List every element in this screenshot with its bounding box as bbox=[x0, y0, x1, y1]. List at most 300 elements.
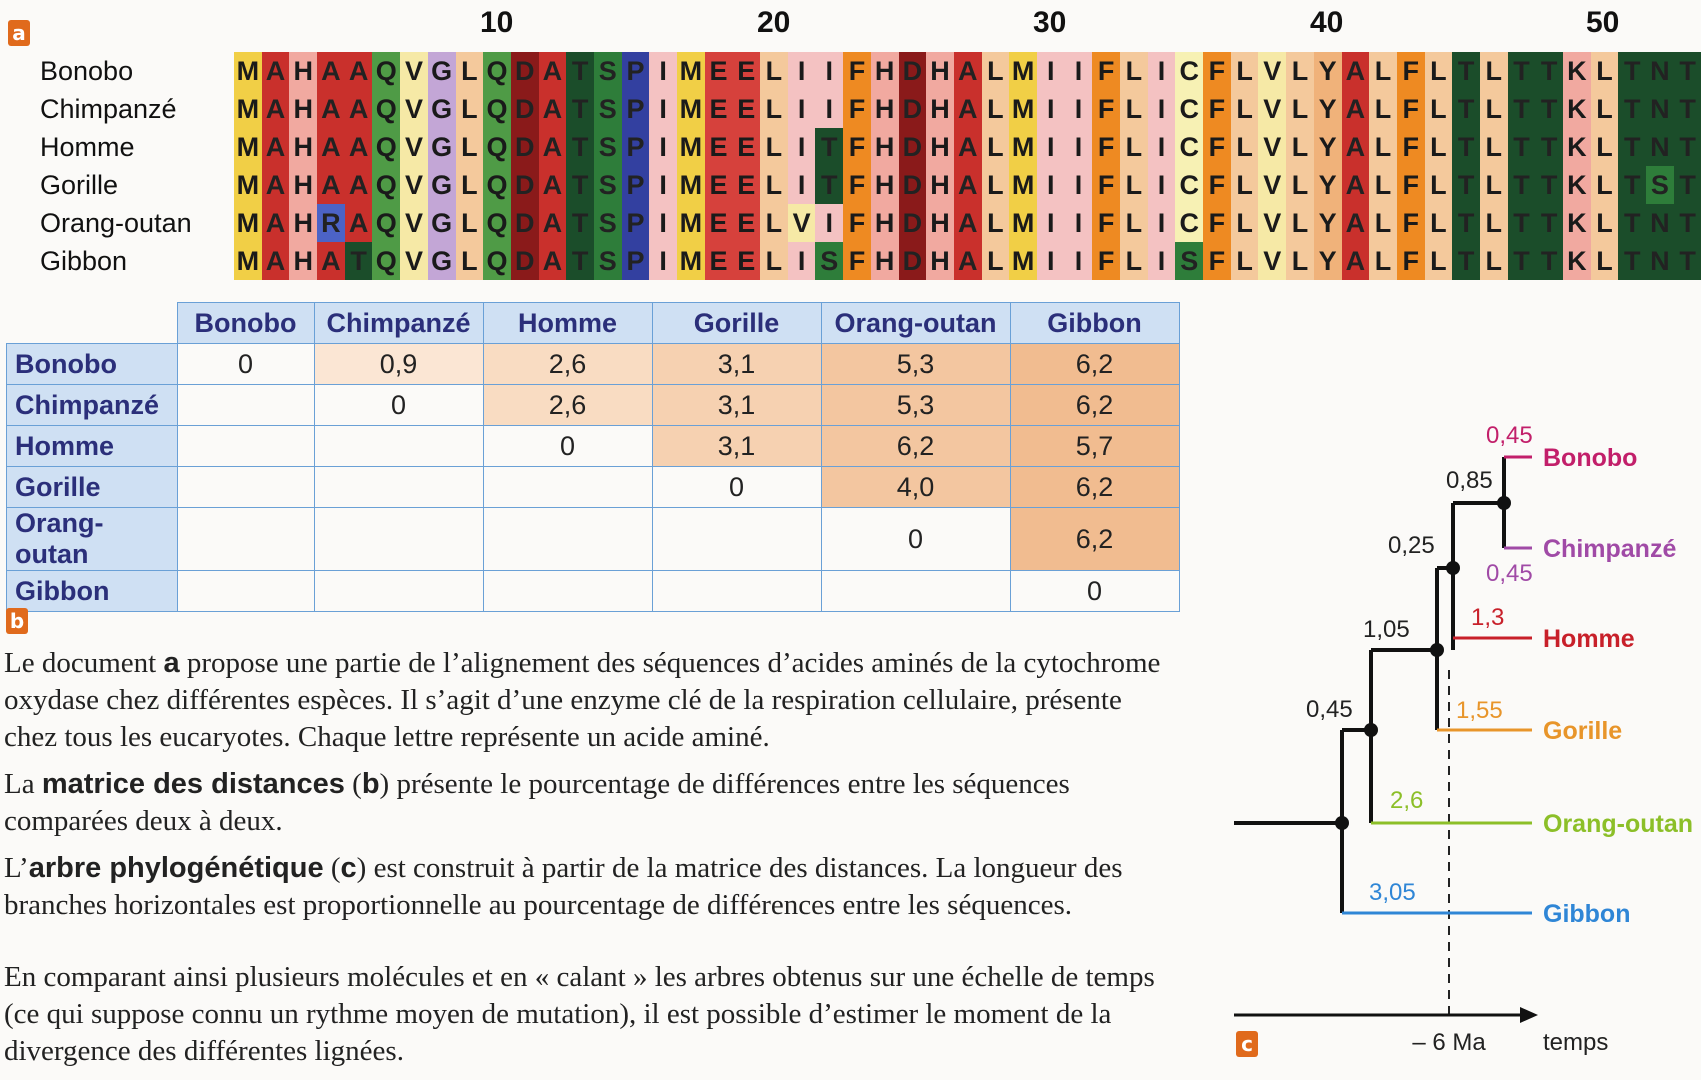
amino-acid-cell: E bbox=[705, 128, 733, 166]
amino-acid-cell: L bbox=[760, 52, 788, 90]
amino-acid-cell: D bbox=[899, 52, 927, 90]
sequence-row bbox=[234, 90, 1701, 128]
amino-acid-cell: V bbox=[400, 52, 428, 90]
amino-acid-cell: L bbox=[1369, 128, 1397, 166]
amino-acid-cell: L bbox=[760, 166, 788, 204]
amino-acid-cell: L bbox=[1369, 52, 1397, 90]
amino-acid-cell: L bbox=[1231, 52, 1259, 90]
species-label: Homme bbox=[40, 132, 135, 162]
amino-acid-cell: I bbox=[815, 90, 843, 128]
amino-acid-cell: I bbox=[1065, 204, 1093, 242]
matrix-row-header: Homme bbox=[7, 426, 178, 467]
sequence-alignment bbox=[234, 52, 1701, 280]
amino-acid-cell: I bbox=[1148, 128, 1176, 166]
amino-acid-cell: S bbox=[594, 242, 622, 280]
amino-acid-cell: F bbox=[1092, 128, 1120, 166]
matrix-cell: 0 bbox=[483, 426, 652, 467]
amino-acid-cell: L bbox=[456, 204, 484, 242]
matrix-cell: 6,2 bbox=[1010, 508, 1179, 571]
amino-acid-cell: N bbox=[1646, 90, 1674, 128]
amino-acid-cell: L bbox=[982, 52, 1010, 90]
amino-acid-cell: Q bbox=[372, 52, 400, 90]
amino-acid-cell: I bbox=[649, 166, 677, 204]
text: ) présente le pourcentage de différences entre les séquences comparées deux à deux. bbox=[4, 768, 1070, 837]
amino-acid-cell: T bbox=[815, 166, 843, 204]
amino-acid-cell: T bbox=[1674, 204, 1701, 242]
amino-acid-cell: N bbox=[1646, 128, 1674, 166]
amino-acid-cell: M bbox=[1009, 52, 1037, 90]
amino-acid-cell: S bbox=[594, 204, 622, 242]
text: Le document bbox=[4, 647, 164, 679]
amino-acid-cell: G bbox=[428, 128, 456, 166]
amino-acid-cell: F bbox=[843, 166, 871, 204]
amino-acid-cell: Q bbox=[372, 128, 400, 166]
amino-acid-cell: T bbox=[566, 128, 594, 166]
amino-acid-cell: M bbox=[1009, 204, 1037, 242]
amino-acid-cell: L bbox=[1480, 52, 1508, 90]
amino-acid-cell: K bbox=[1563, 204, 1591, 242]
amino-acid-cell: H bbox=[289, 128, 317, 166]
amino-acid-cell: T bbox=[1618, 242, 1646, 280]
tree-node bbox=[1497, 496, 1511, 510]
tree-leaf-label: Chimpanzé bbox=[1543, 535, 1677, 563]
amino-acid-cell: T bbox=[1535, 204, 1563, 242]
text: ( bbox=[323, 852, 341, 884]
amino-acid-cell: L bbox=[1369, 166, 1397, 204]
amino-acid-cell: A bbox=[1342, 204, 1370, 242]
ruler-label: 30 bbox=[1033, 6, 1067, 39]
matrix-cell bbox=[177, 571, 314, 612]
amino-acid-cell: T bbox=[1508, 242, 1536, 280]
amino-acid-cell: V bbox=[1258, 204, 1286, 242]
amino-acid-cell: F bbox=[1397, 52, 1425, 90]
amino-acid-cell: P bbox=[622, 166, 650, 204]
bold-text: b bbox=[361, 768, 380, 800]
matrix-cell: 6,2 bbox=[1010, 467, 1179, 508]
phylogenetic-tree bbox=[1220, 410, 1692, 1080]
amino-acid-cell: L bbox=[1286, 242, 1314, 280]
species-label: Gorille bbox=[40, 170, 119, 200]
species-label: Gibbon bbox=[40, 246, 128, 276]
amino-acid-cell: A bbox=[539, 128, 567, 166]
amino-acid-cell: V bbox=[400, 128, 428, 166]
amino-acid-cell: I bbox=[1037, 52, 1065, 90]
tree-leaf-label: Gibbon bbox=[1543, 900, 1631, 928]
amino-acid-cell: L bbox=[760, 204, 788, 242]
ruler-label: 20 bbox=[757, 6, 791, 39]
amino-acid-cell: T bbox=[1508, 90, 1536, 128]
amino-acid-cell: F bbox=[1092, 204, 1120, 242]
amino-acid-cell: L bbox=[1369, 204, 1397, 242]
amino-acid-cell: I bbox=[649, 242, 677, 280]
amino-acid-cell: M bbox=[677, 242, 705, 280]
amino-acid-cell: N bbox=[1646, 242, 1674, 280]
amino-acid-cell: L bbox=[760, 90, 788, 128]
amino-acid-cell: I bbox=[1037, 204, 1065, 242]
amino-acid-cell: Y bbox=[1314, 52, 1342, 90]
amino-acid-cell: A bbox=[345, 128, 373, 166]
amino-acid-cell: F bbox=[1203, 166, 1231, 204]
matrix-row bbox=[7, 385, 1180, 426]
amino-acid-cell: V bbox=[1258, 52, 1286, 90]
matrix-cell: 0 bbox=[821, 508, 1010, 571]
matrix-cell: 3,1 bbox=[652, 344, 821, 385]
amino-acid-cell: D bbox=[899, 242, 927, 280]
amino-acid-cell: A bbox=[262, 128, 290, 166]
amino-acid-cell: A bbox=[317, 90, 345, 128]
amino-acid-cell: D bbox=[899, 128, 927, 166]
amino-acid-cell: T bbox=[1535, 90, 1563, 128]
amino-acid-cell: F bbox=[1397, 90, 1425, 128]
amino-acid-cell: Y bbox=[1314, 90, 1342, 128]
amino-acid-cell: F bbox=[1397, 242, 1425, 280]
amino-acid-cell: F bbox=[1092, 166, 1120, 204]
amino-acid-cell: V bbox=[400, 90, 428, 128]
amino-acid-cell: F bbox=[1397, 204, 1425, 242]
tree-leaf-label: Homme bbox=[1543, 625, 1635, 653]
tree-leaf-label: Orang-outan bbox=[1543, 810, 1693, 838]
matrix-row-header: Bonobo bbox=[7, 344, 178, 385]
amino-acid-cell: T bbox=[1508, 52, 1536, 90]
amino-acid-cell: L bbox=[1231, 90, 1259, 128]
amino-acid-cell: A bbox=[1342, 166, 1370, 204]
amino-acid-cell: T bbox=[1674, 90, 1701, 128]
amino-acid-cell: H bbox=[926, 166, 954, 204]
amino-acid-cell: H bbox=[871, 128, 899, 166]
matrix-row-header: Orang-outan bbox=[7, 508, 178, 571]
amino-acid-cell: I bbox=[1065, 90, 1093, 128]
amino-acid-cell: P bbox=[622, 128, 650, 166]
amino-acid-cell: Q bbox=[372, 90, 400, 128]
amino-acid-cell: E bbox=[732, 128, 760, 166]
matrix-cell bbox=[314, 508, 483, 571]
amino-acid-cell: L bbox=[1480, 128, 1508, 166]
amino-acid-cell: T bbox=[1674, 52, 1701, 90]
amino-acid-cell: D bbox=[511, 166, 539, 204]
amino-acid-cell: E bbox=[732, 242, 760, 280]
amino-acid-cell: L bbox=[1286, 204, 1314, 242]
matrix-row bbox=[7, 467, 1180, 508]
amino-acid-cell: H bbox=[289, 242, 317, 280]
amino-acid-cell: T bbox=[815, 128, 843, 166]
branch-length-label: 1,55 bbox=[1456, 697, 1503, 724]
amino-acid-cell: S bbox=[1646, 166, 1674, 204]
amino-acid-cell: L bbox=[1591, 242, 1619, 280]
matrix-cell: 6,2 bbox=[1010, 385, 1179, 426]
matrix-col-header: Chimpanzé bbox=[314, 303, 483, 344]
amino-acid-cell: A bbox=[317, 242, 345, 280]
amino-acid-cell: H bbox=[871, 52, 899, 90]
matrix-col-header: Gibbon bbox=[1010, 303, 1179, 344]
amino-acid-cell: I bbox=[1037, 166, 1065, 204]
amino-acid-cell: K bbox=[1563, 52, 1591, 90]
amino-acid-cell: T bbox=[1674, 166, 1701, 204]
amino-acid-cell: S bbox=[594, 128, 622, 166]
amino-acid-cell: F bbox=[843, 90, 871, 128]
amino-acid-cell: I bbox=[1148, 204, 1176, 242]
amino-acid-cell: D bbox=[899, 166, 927, 204]
amino-acid-cell: Y bbox=[1314, 128, 1342, 166]
amino-acid-cell: Q bbox=[483, 128, 511, 166]
matrix-cell: 0 bbox=[1010, 571, 1179, 612]
bold-text: matrice des distances bbox=[41, 768, 345, 800]
amino-acid-cell: L bbox=[1425, 52, 1453, 90]
matrix-cell: 4,0 bbox=[821, 467, 1010, 508]
amino-acid-cell: L bbox=[1120, 166, 1148, 204]
amino-acid-cell: A bbox=[1342, 52, 1370, 90]
matrix-cell bbox=[314, 426, 483, 467]
amino-acid-cell: I bbox=[1037, 242, 1065, 280]
amino-acid-cell: D bbox=[899, 90, 927, 128]
amino-acid-cell: T bbox=[1508, 166, 1536, 204]
amino-acid-cell: E bbox=[732, 204, 760, 242]
amino-acid-cell: L bbox=[982, 90, 1010, 128]
sequence-row bbox=[234, 52, 1701, 90]
amino-acid-cell: T bbox=[566, 204, 594, 242]
amino-acid-cell: T bbox=[1674, 128, 1701, 166]
bold-text: arbre phylogénétique bbox=[28, 852, 324, 884]
amino-acid-cell: L bbox=[456, 242, 484, 280]
amino-acid-cell: F bbox=[1203, 242, 1231, 280]
amino-acid-cell: A bbox=[262, 90, 290, 128]
matrix-cell bbox=[177, 467, 314, 508]
paragraph-2 bbox=[4, 766, 1174, 840]
amino-acid-cell: T bbox=[1535, 242, 1563, 280]
amino-acid-cell: L bbox=[760, 242, 788, 280]
amino-acid-cell: Q bbox=[483, 242, 511, 280]
amino-acid-cell: M bbox=[1009, 166, 1037, 204]
amino-acid-cell: A bbox=[262, 52, 290, 90]
sequence-row bbox=[234, 242, 1701, 280]
amino-acid-cell: L bbox=[1480, 204, 1508, 242]
amino-acid-cell: K bbox=[1563, 128, 1591, 166]
matrix-cell bbox=[821, 571, 1010, 612]
arrow-right-icon bbox=[1520, 1007, 1538, 1023]
amino-acid-cell: L bbox=[1286, 166, 1314, 204]
amino-acid-cell: I bbox=[788, 52, 816, 90]
amino-acid-cell: L bbox=[1591, 166, 1619, 204]
amino-acid-cell: S bbox=[594, 52, 622, 90]
matrix-cell: 6,2 bbox=[821, 426, 1010, 467]
amino-acid-cell: A bbox=[539, 166, 567, 204]
amino-acid-cell: E bbox=[705, 204, 733, 242]
amino-acid-cell: C bbox=[1175, 90, 1203, 128]
tree-node bbox=[1335, 816, 1349, 830]
amino-acid-cell: Q bbox=[483, 52, 511, 90]
amino-acid-cell: M bbox=[234, 90, 262, 128]
amino-acid-cell: M bbox=[1009, 128, 1037, 166]
matrix-cell bbox=[483, 467, 652, 508]
amino-acid-cell: R bbox=[317, 204, 345, 242]
amino-acid-cell: T bbox=[1452, 204, 1480, 242]
matrix-cell bbox=[483, 571, 652, 612]
branch-length-label: 0,25 bbox=[1388, 532, 1435, 559]
bold-text: c bbox=[340, 852, 357, 884]
text: ) est construit à partir de la matrice des distances. La longueur des branches horizontales est proportionnelle au pourcentage de différences entre les séquences. bbox=[4, 852, 1123, 921]
matrix-row bbox=[7, 426, 1180, 467]
amino-acid-cell: V bbox=[400, 166, 428, 204]
matrix-cell: 5,7 bbox=[1010, 426, 1179, 467]
matrix-cell bbox=[652, 571, 821, 612]
amino-acid-cell: V bbox=[788, 204, 816, 242]
species-label: Bonobo bbox=[40, 56, 134, 86]
amino-acid-cell: T bbox=[1535, 128, 1563, 166]
amino-acid-cell: M bbox=[1009, 242, 1037, 280]
amino-acid-cell: F bbox=[1397, 166, 1425, 204]
amino-acid-cell: L bbox=[1120, 90, 1148, 128]
amino-acid-cell: H bbox=[871, 166, 899, 204]
amino-acid-cell: A bbox=[262, 242, 290, 280]
amino-acid-cell: L bbox=[760, 128, 788, 166]
branch-length-label: 0,45 bbox=[1486, 422, 1533, 449]
amino-acid-cell: A bbox=[539, 52, 567, 90]
amino-acid-cell: A bbox=[954, 166, 982, 204]
amino-acid-cell: T bbox=[1618, 90, 1646, 128]
matrix-row-header: Gorille bbox=[7, 467, 178, 508]
matrix-cell: 5,3 bbox=[821, 385, 1010, 426]
amino-acid-cell: H bbox=[871, 90, 899, 128]
amino-acid-cell: F bbox=[1092, 242, 1120, 280]
amino-acid-cell: T bbox=[345, 242, 373, 280]
amino-acid-cell: T bbox=[1452, 242, 1480, 280]
matrix-cell bbox=[314, 571, 483, 612]
amino-acid-cell: A bbox=[345, 52, 373, 90]
amino-acid-cell: M bbox=[234, 166, 262, 204]
amino-acid-cell: V bbox=[400, 204, 428, 242]
amino-acid-cell: L bbox=[1425, 90, 1453, 128]
text: L’ bbox=[4, 852, 29, 884]
bold-text: a bbox=[163, 647, 180, 679]
amino-acid-cell: I bbox=[1148, 90, 1176, 128]
amino-acid-cell: M bbox=[677, 128, 705, 166]
amino-acid-cell: S bbox=[594, 166, 622, 204]
amino-acid-cell: G bbox=[428, 52, 456, 90]
amino-acid-cell: D bbox=[511, 242, 539, 280]
matrix-col-header: Bonobo bbox=[177, 303, 314, 344]
matrix-cell: 0,9 bbox=[314, 344, 483, 385]
amino-acid-cell: I bbox=[649, 128, 677, 166]
amino-acid-cell: L bbox=[982, 242, 1010, 280]
matrix-cell: 3,1 bbox=[652, 385, 821, 426]
amino-acid-cell: A bbox=[954, 204, 982, 242]
amino-acid-cell: M bbox=[234, 242, 262, 280]
amino-acid-cell: T bbox=[1535, 166, 1563, 204]
amino-acid-cell: F bbox=[1092, 90, 1120, 128]
matrix-cell: 2,6 bbox=[483, 344, 652, 385]
amino-acid-cell: L bbox=[1480, 242, 1508, 280]
amino-acid-cell: E bbox=[732, 52, 760, 90]
amino-acid-cell: K bbox=[1563, 166, 1591, 204]
branch-length-label: 2,6 bbox=[1390, 787, 1424, 814]
paragraph-1 bbox=[4, 645, 1174, 756]
amino-acid-cell: L bbox=[1591, 128, 1619, 166]
amino-acid-cell: T bbox=[1452, 128, 1480, 166]
amino-acid-cell: H bbox=[289, 90, 317, 128]
amino-acid-cell: L bbox=[1425, 242, 1453, 280]
amino-acid-cell: A bbox=[539, 204, 567, 242]
amino-acid-cell: E bbox=[705, 166, 733, 204]
amino-acid-cell: I bbox=[788, 242, 816, 280]
amino-acid-cell: L bbox=[1286, 90, 1314, 128]
amino-acid-cell: E bbox=[705, 52, 733, 90]
amino-acid-cell: D bbox=[511, 204, 539, 242]
amino-acid-cell: T bbox=[1618, 166, 1646, 204]
tree-node bbox=[1446, 561, 1460, 575]
amino-acid-cell: I bbox=[815, 52, 843, 90]
amino-acid-cell: H bbox=[926, 52, 954, 90]
amino-acid-cell: T bbox=[1508, 204, 1536, 242]
amino-acid-cell: P bbox=[622, 242, 650, 280]
amino-acid-cell: F bbox=[1203, 204, 1231, 242]
matrix-col-header: Gorille bbox=[652, 303, 821, 344]
amino-acid-cell: N bbox=[1646, 204, 1674, 242]
tree-leaf-label: Gorille bbox=[1543, 717, 1623, 745]
amino-acid-cell: M bbox=[234, 128, 262, 166]
amino-acid-cell: L bbox=[1369, 90, 1397, 128]
matrix-cell: 3,1 bbox=[652, 426, 821, 467]
amino-acid-cell: L bbox=[982, 128, 1010, 166]
amino-acid-cell: I bbox=[1065, 166, 1093, 204]
amino-acid-cell: M bbox=[1009, 90, 1037, 128]
amino-acid-cell: C bbox=[1175, 204, 1203, 242]
amino-acid-cell: V bbox=[1258, 90, 1286, 128]
amino-acid-cell: Q bbox=[372, 166, 400, 204]
paragraph-3 bbox=[4, 850, 1174, 924]
amino-acid-cell: F bbox=[843, 128, 871, 166]
matrix-cell bbox=[652, 508, 821, 571]
amino-acid-cell: T bbox=[566, 166, 594, 204]
amino-acid-cell: G bbox=[428, 166, 456, 204]
amino-acid-cell: F bbox=[1397, 128, 1425, 166]
matrix-corner bbox=[7, 303, 178, 344]
amino-acid-cell: T bbox=[1452, 90, 1480, 128]
amino-acid-cell: L bbox=[456, 166, 484, 204]
amino-acid-cell: I bbox=[1037, 128, 1065, 166]
amino-acid-cell: T bbox=[566, 52, 594, 90]
amino-acid-cell: L bbox=[1425, 128, 1453, 166]
amino-acid-cell: L bbox=[1425, 204, 1453, 242]
branch-length-label: 1,05 bbox=[1363, 616, 1410, 643]
amino-acid-cell: Q bbox=[372, 242, 400, 280]
amino-acid-cell: H bbox=[289, 166, 317, 204]
amino-acid-cell: E bbox=[705, 242, 733, 280]
amino-acid-cell: A bbox=[1342, 90, 1370, 128]
distance-matrix bbox=[6, 302, 1180, 612]
amino-acid-cell: G bbox=[428, 204, 456, 242]
amino-acid-cell: I bbox=[788, 128, 816, 166]
ruler-label: 10 bbox=[480, 6, 514, 39]
amino-acid-cell: L bbox=[1425, 166, 1453, 204]
matrix-cell: 0 bbox=[177, 344, 314, 385]
panel-label-a: a bbox=[8, 20, 30, 46]
amino-acid-cell: P bbox=[622, 90, 650, 128]
amino-acid-cell: V bbox=[400, 242, 428, 280]
amino-acid-cell: A bbox=[262, 204, 290, 242]
amino-acid-cell: K bbox=[1563, 90, 1591, 128]
amino-acid-cell: I bbox=[649, 52, 677, 90]
amino-acid-cell: A bbox=[1342, 128, 1370, 166]
amino-acid-cell: D bbox=[511, 90, 539, 128]
amino-acid-cell: E bbox=[732, 90, 760, 128]
amino-acid-cell: F bbox=[1203, 128, 1231, 166]
panel-label-c: c bbox=[1236, 1031, 1258, 1057]
amino-acid-cell: H bbox=[926, 128, 954, 166]
amino-acid-cell: Q bbox=[483, 204, 511, 242]
amino-acid-cell: F bbox=[1203, 90, 1231, 128]
amino-acid-cell: I bbox=[1065, 52, 1093, 90]
matrix-cell bbox=[483, 508, 652, 571]
matrix-row bbox=[7, 344, 1180, 385]
